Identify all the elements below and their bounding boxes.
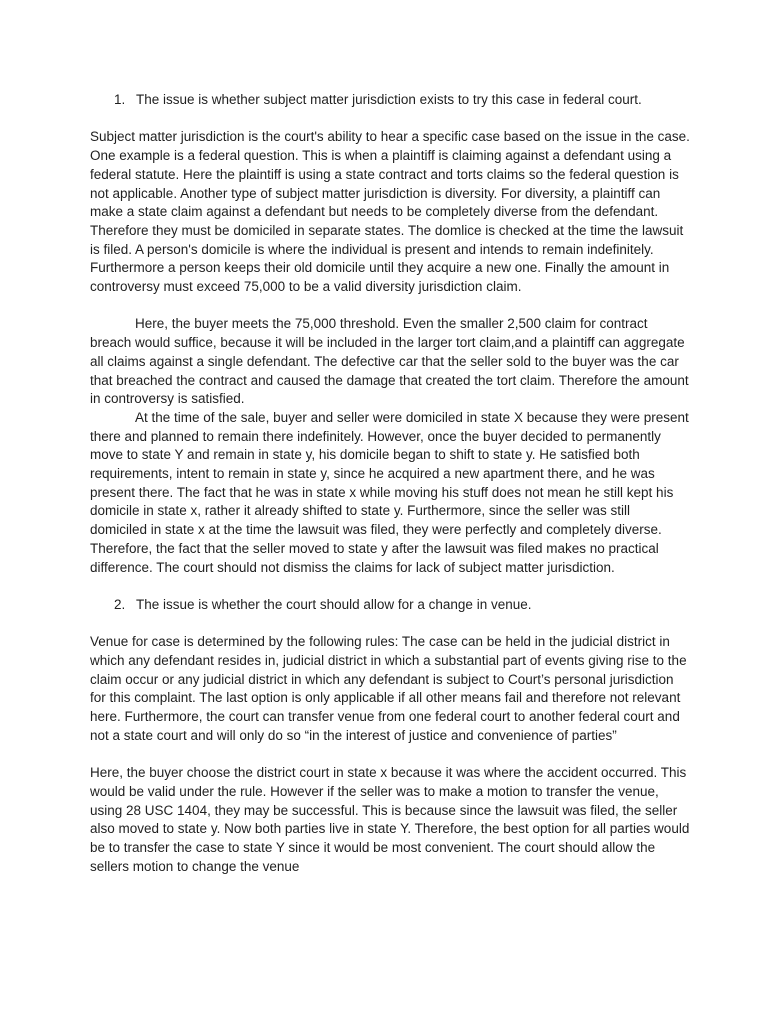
spacer <box>90 577 690 596</box>
issue-1-number: 1. <box>114 92 126 107</box>
issue-2-number: 2. <box>114 596 126 612</box>
spacer <box>90 110 690 129</box>
spacer <box>90 297 690 316</box>
issue-1 <box>90 91 690 110</box>
issue-1-text: The issue is whether subject matter jurisdiction exists to try this case in federal court. <box>136 92 642 107</box>
paragraph-domicile-analysis: At the time of the sale, buyer and seller were domiciled in state X because they were present there and planned to remain there indefinitely. However, once the buyer decided to permanently move to state Y and remain in state y, his domicile began to shift to state y. He satisfied both requirements, intent to remain in state y, since he acquired a new apartment there, and he was present there. The fact that he was in state x while moving his stuff does not mean he still kept his domicile in state x, rather it already shifted to state y. Furthermore, since the seller was still domiciled in state x at the time the lawsuit was filed, they were perfectly and completely diverse. Therefore, the fact that the seller moved to state y after the lawsuit was filed makes no practical difference. The court should not dismiss the claims for lack of subject matter jurisdiction. <box>90 409 689 575</box>
paragraph-venue-analysis: Here, the buyer choose the district court in state x because it was where the accident occurred. This would be valid under the rule. However if the seller was to make a motion to transfer the venue, using 28 USC 1404, they may be successful. This is because since the lawsuit was filed, the seller also moved to state y. Now both parties live in state Y. Therefore, the best option for all parties would be to transfer the case to state Y since it would be most convenient. The court should allow the sellers motion to change the venue <box>90 765 690 874</box>
issue-2-text: The issue is whether the court should allow for a change in venue. <box>136 596 532 612</box>
paragraph-amount-in-controversy: Here, the buyer meets the 75,000 threshold. Even the smaller 2,500 claim for contract breach would suffice, because it will be included in the larger tort claim,and a plaintiff can aggregate all claims against a single defendant. The defective car that the seller sold to the buyer was the car that breached the contract and caused the damage that created the tort claim. Therefore the amount in controversy is satisfied. <box>90 316 689 407</box>
paragraph-smj-rule: Subject matter jurisdiction is the court's ability to hear a specific case based on the issue in the case. One example is a federal question. This is when a plaintiff is claiming against a defendant using a federal statute. Here the plaintiff is using a state contract and torts claims so the federal question is not applicable. Another type of subject matter jurisdiction is diversity. For diversity, a plaintiff can make a state claim against a defendant but needs to be completely diverse from the defendant. Therefore they must be domiciled in separate states. The domlice is checked at the time the lawsuit is filed. A person's domicile is where the individual is present and intends to remain indefinitely. Furthermore a person keeps their old domicile until they acquire a new one. Finally the amount in controversy must exceed 75,000 to be a valid diversity jurisdiction claim. <box>90 129 690 295</box>
spacer <box>90 615 690 634</box>
paragraph-venue-rule: Venue for case is determined by the following rules: The case can be held in the judicial district in which any defendant resides in, judicial district in which a substantial part of events giving rise to the claim occur or any judicial district in which any defendant is subject to Court’s personal jurisdiction for this complaint. The last option is only applicable if all other means fail and therefore not relevant here. Furthermore, the court can transfer venue from one federal court to another federal court and not a state court and will only do so “in the interest of justice and convenience of parties” <box>90 634 687 743</box>
issue-2 <box>90 596 690 615</box>
spacer <box>90 746 690 765</box>
document-page <box>90 91 690 876</box>
